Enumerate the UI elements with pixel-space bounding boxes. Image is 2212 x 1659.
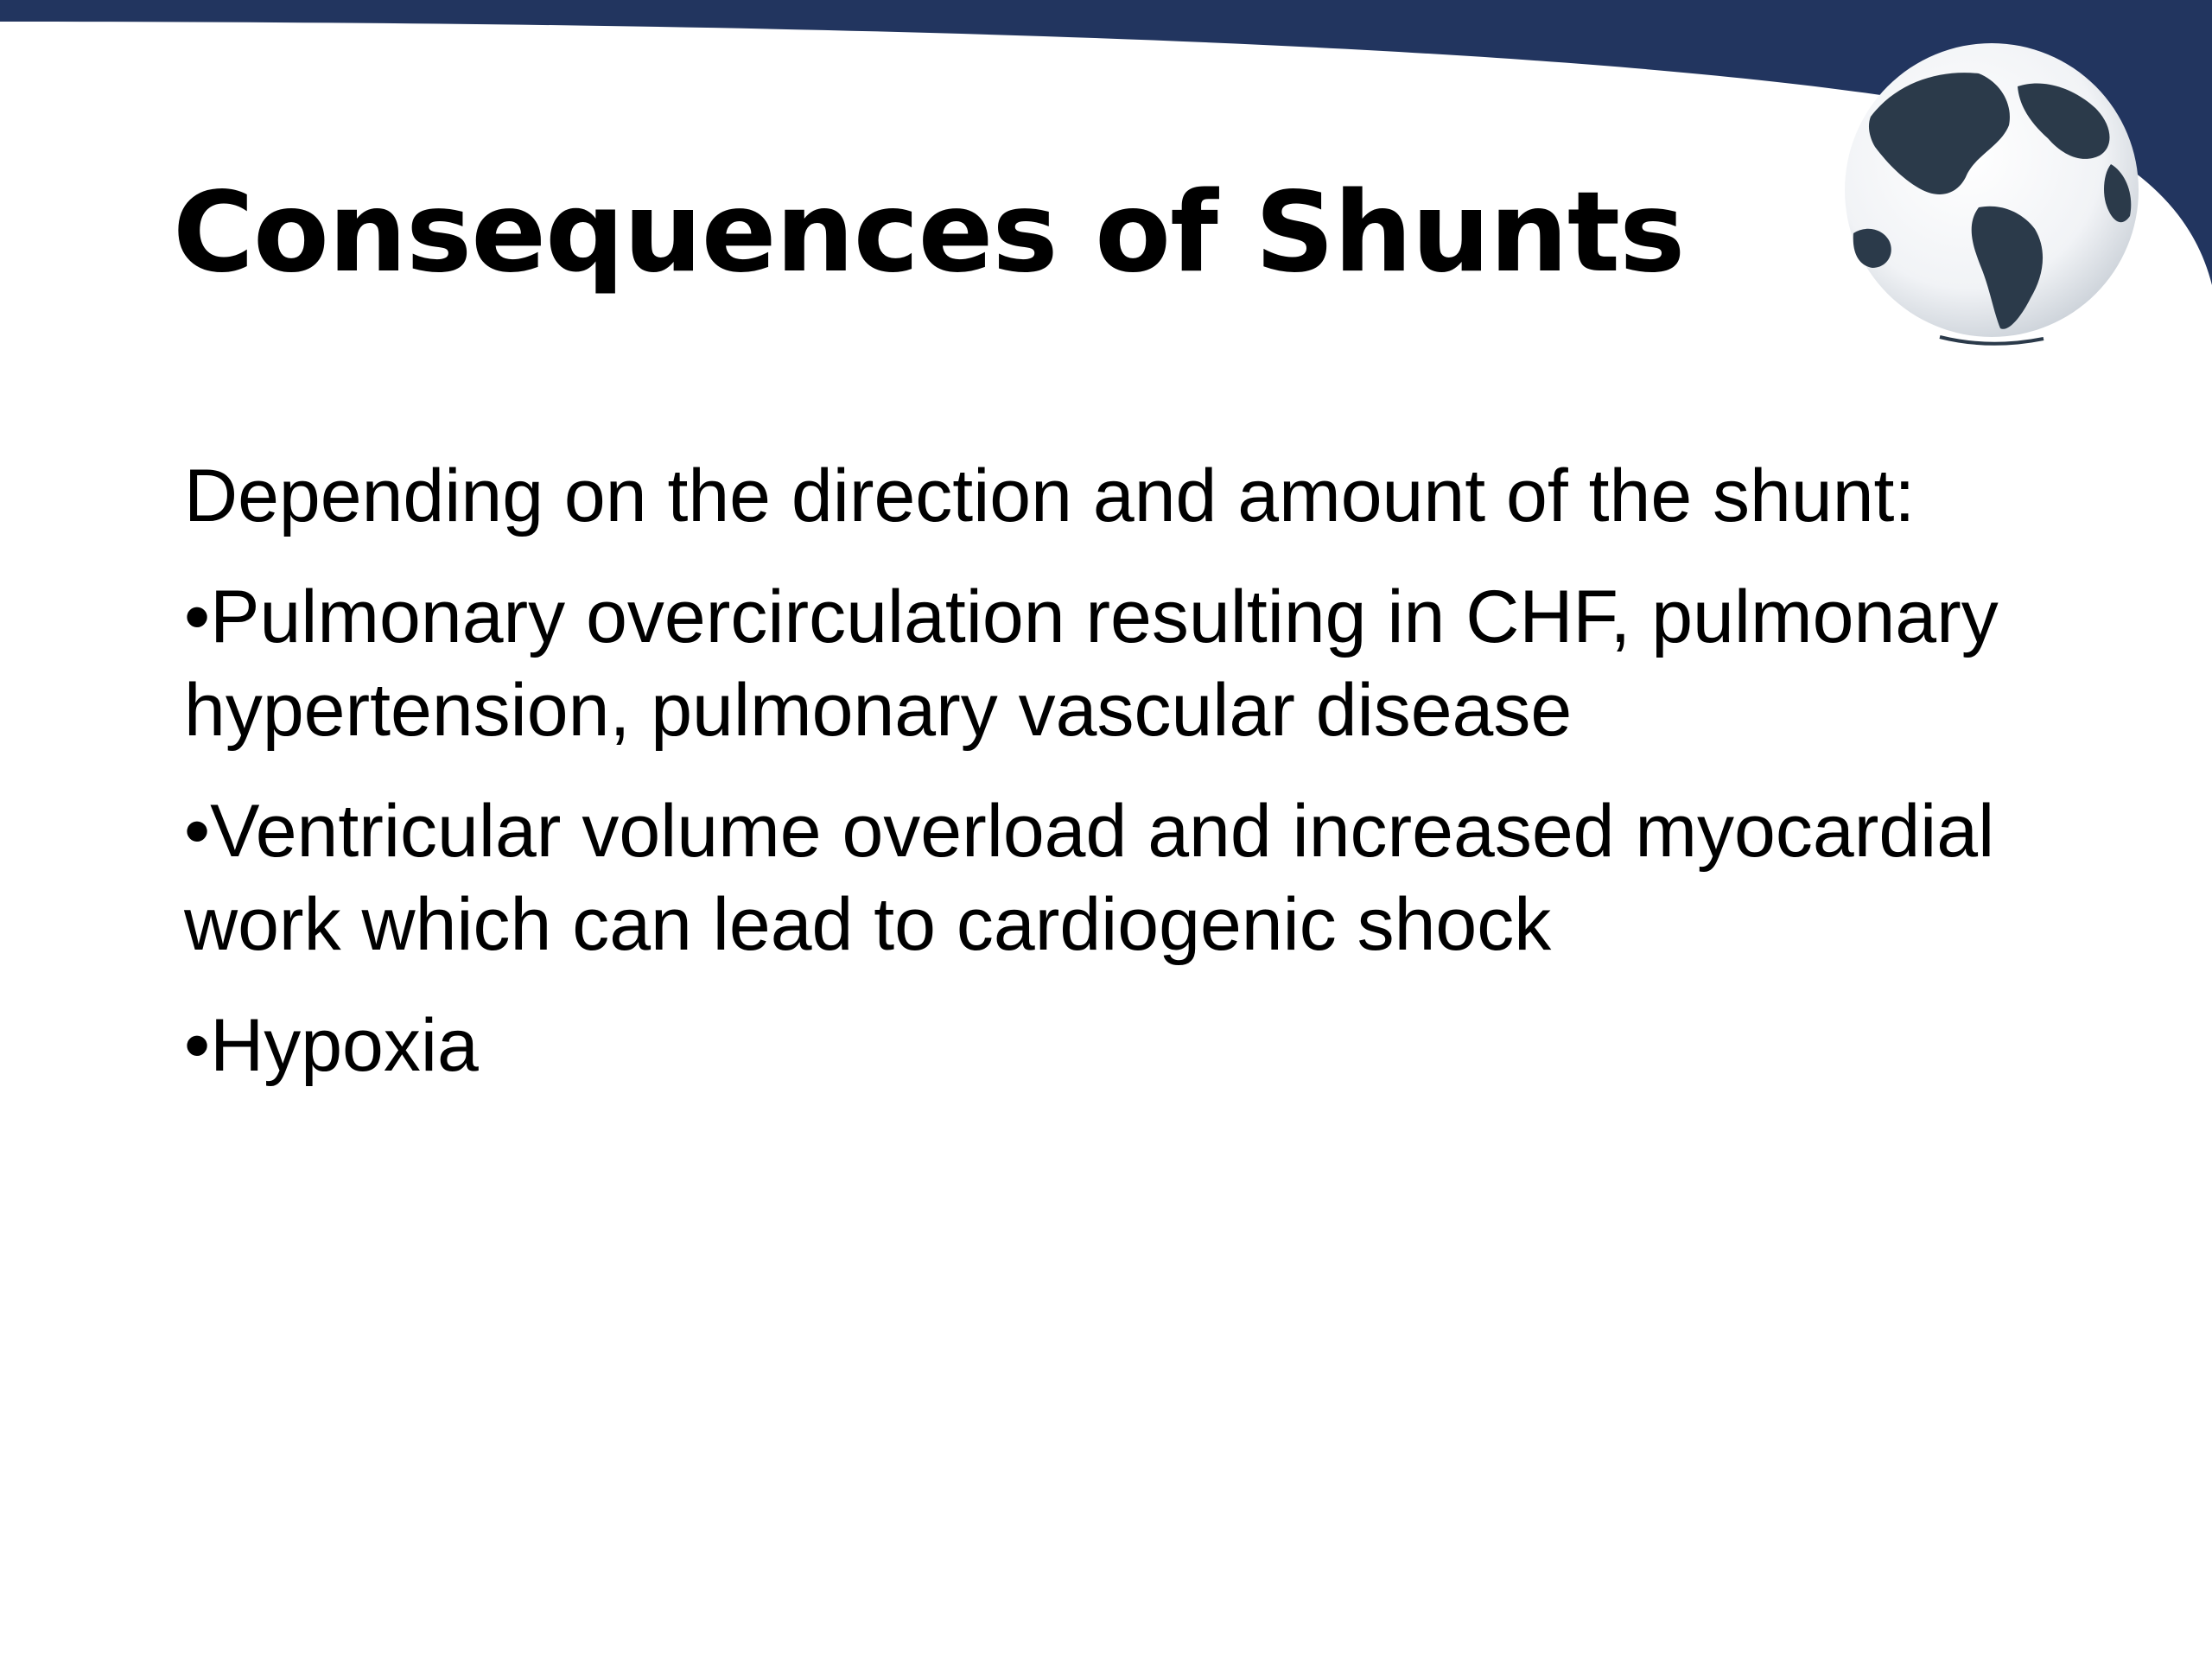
- bullet-item: •Pulmonary overcirculation resulting in CHF, pulmonary hypertension, pulmonary vascular disease: [184, 575, 1999, 752]
- globe-icon: [1836, 35, 2147, 346]
- slide-title: Consequences of Shunts: [173, 168, 1685, 297]
- slide-body: [184, 449, 2085, 1120]
- bullet-item: •Hypoxia: [184, 1004, 479, 1087]
- bullet-item: •Ventricular volume overload and increased myocardial work which can lead to cardiogenic shock: [184, 790, 1995, 966]
- intro-text: Depending on the direction and amount of the shunt:: [184, 454, 1916, 537]
